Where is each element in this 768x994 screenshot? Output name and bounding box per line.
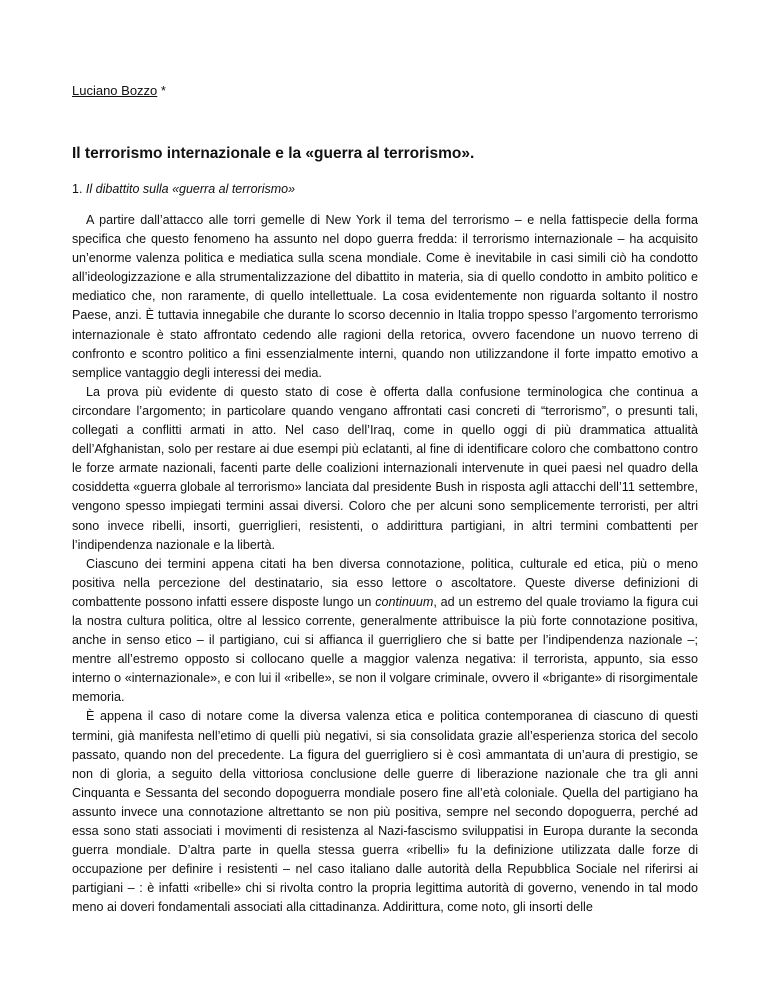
paragraph-2 <box>72 383 698 555</box>
section-number: 1. <box>72 182 83 196</box>
section-title: Il dibattito sulla «guerra al terrorismo» <box>85 182 296 196</box>
paragraph-4 <box>72 707 698 917</box>
author-line <box>72 83 166 99</box>
paragraph-text: Ciascuno dei termini appena citati ha ben diversa connotazione, politica, culturale ed etica, più o meno positiva nella percezione del destinatario, sia esso lettore o ascoltatore. Queste diverse definizioni di combattente possono infatti essere disposte lungo un <box>72 556 698 609</box>
author-footnote-marker: * <box>157 83 166 98</box>
paragraph-1 <box>72 211 698 383</box>
paragraph-3 <box>72 555 698 708</box>
paragraph-text: È appena il caso di notare come la diversa valenza etica e politica contemporanea di ciascuno di questi termini, già manifesta nell’etimo di quelli più negativi, si sia consolidata grazie all’esperienza storica del secolo passato, quando non del precedente. La figura del guerrigliero si è così ammantata di un’aura di prestigio, se non di gloria, a seguito della vittoriosa conclusione delle guerre di liberazione nazionale che tra gli anni Cinquanta e Sessanta del secondo dopoguerra mondiale posero fine all’età coloniale. Quella del partigiano ha assunto invece una connotazione altrettanto se non più positiva, sempre nel secondo dopoguerra, perché ad essa sono stati associati i movimenti di resistenza al Nazi-fascismo sviluppatisi in Europa durante la seconda guerra mondiale. D’altra parte in quella stessa guerra «ribelli» fu la definizione utilizzata dalle forze di occupazione per definire i resistenti – nel caso italiano dalle autorità della Repubblica Sociale nel riferirsi ai partigiani – : è infatti «ribelle» chi si rivolta contro la propria legittima autorità di governo, venendo in tal modo meno ai doveri fondamentali associati alla cittadinanza. Addirittura, come noto, gli insorti delle <box>72 709 698 915</box>
article-body <box>72 211 698 917</box>
italic-term: continuum <box>375 594 434 609</box>
paragraph-text: A partire dall’attacco alle torri gemelle di New York il tema del terrorismo – e nella fattispecie della forma specifica che questo fenomeno ha assunto nel dopo guerra fredda: il terrorismo internazionale – ha acquisito un’enorme valenza politica e mediatica sulla scena mondiale. Come è inevitabile in casi simili ciò ha condotto all’ideologizzazione e alla strumentalizzazione del dibattito in materia, sia di quello condotto in ambito politico e mediatico che, non raramente, di quello intellettuale. La cosa evidentemente non riguarda soltanto il nostro Paese, anzi. È tuttavia innegabile che durante lo scorso decennio in Italia troppo spesso l’argomento terrorismo internazionale è stato affrontato cedendo alle ragioni della retorica, ovvero facendone un nuovo terreno di confronto e scontro politico a fini essenzialmente interni, quando non utilizzandone il forte impatto emotivo a semplice vantaggio degli interessi dei media. <box>72 213 698 380</box>
author-name[interactable]: Luciano Bozzo <box>72 83 158 98</box>
paragraph-text: , ad un estremo del quale troviamo la figura cui la nostra cultura politica, oltre al lessico corrente, generalmente attribuisce la più forte connotazione positiva, anche in senso etico – il partigiano, cui si affianca il guerrigliero che si batte per l’indipendenza nazionale –; mentre all’estremo opposto si collocano quelle a maggior valenza negativa: il terrorista, appunto, sia esso interno o «internazionale», e con lui il «ribelle», se non il volgare criminale, ovvero il «brigante» di risorgimentale memoria. <box>72 594 699 705</box>
article-title: Il terrorismo internazionale e la «guerra al terrorismo». <box>72 145 475 162</box>
paragraph-text: La prova più evidente di questo stato di cose è offerta dalla confusione terminologica che continua a circondare l’argomento; in particolare quando vengano affrontati casi concreti di “terrorismo”, o presunti tali, collegati a conflitti armati in atto. Nel caso dell’Iraq, come in quello oggi di più drammatica attualità dell’Afghanistan, solo per restare ai due esempi più eclatanti, al fine di identificare coloro che combattono contro le forze armate nazionali, facenti parte delle coalizioni internazionali intervenute in quei paesi nel quadro della cosiddetta «guerra globale al terrorismo» lanciata dal presidente Bush in risposta agli attacchi dell’11 settembre, vengono spesso impiegati termini assai diversi. Coloro che per alcuni sono semplicemente terroristi, per altri sono invece ribelli, insorti, guerriglieri, resistenti, o addirittura partigiani, in altri termini combattenti per l’indipendenza nazionale e la libertà. <box>72 384 698 552</box>
section-heading <box>72 181 295 197</box>
